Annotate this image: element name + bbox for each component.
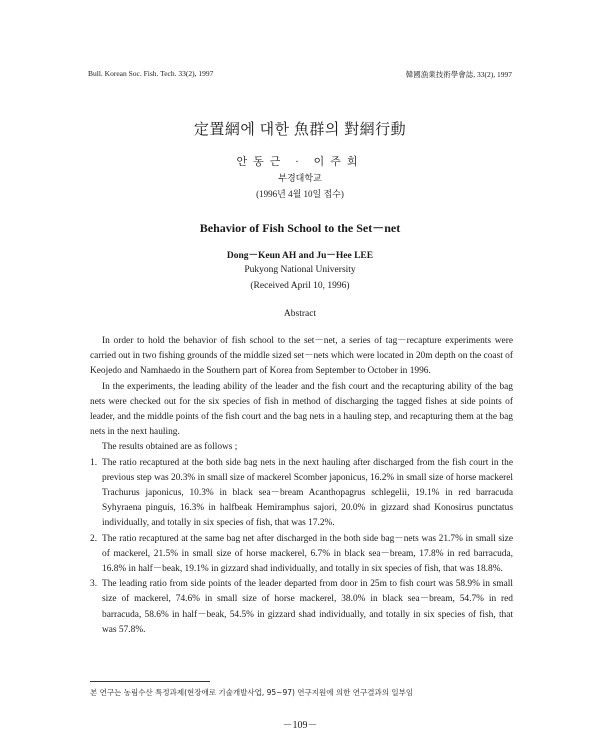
results-list bbox=[90, 456, 513, 638]
result-number: 2. bbox=[90, 533, 98, 544]
korean-title: 定置網에 대한 魚群의 對網行動 bbox=[193, 122, 407, 138]
result-item bbox=[90, 577, 513, 638]
abstract-paragraph: In the experiments, the leading ability of the leader and the fish court and the recapturing ability of the bag nets were checked out for the six species of fish in method of discharging the tagged fishes at side points of leader, and the middle points of the fish court and the bag nets in a hauling step, and recapturing them at the bag nets in the next hauling. bbox=[90, 381, 513, 438]
english-title: Behavior of Fish School to the Set－net bbox=[199, 221, 401, 235]
results-intro: The results obtained are as follows ; bbox=[102, 442, 238, 453]
result-number: 3. bbox=[90, 579, 98, 590]
result-number: 1. bbox=[90, 457, 98, 468]
abstract-body bbox=[90, 334, 513, 638]
english-affiliation: Pukyong National University bbox=[244, 265, 356, 275]
abstract-paragraph: In order to hold the behavior of fish school to the set－net, a series of tag－recapture experiments were carried out in two fishing grounds of the middle sized set－nets which were located in 20m depth on the coast of Keojedo and Namhaedo in the Southern part of Korea from September to October in 1996. bbox=[90, 336, 513, 377]
result-text: The leading ratio from side points of the leader departed from door in 25m to fish court was 58.9% in small size of mackerel, 74.6% in small size of horse mackerel, 38.0% in black sea－bream, 54.7% in red barracuda, 58.6% in half－beak, 54.5% in gizzard shad individually, and totally in six species of fish, that was 57.8%. bbox=[102, 579, 513, 635]
journal-header-left: Bull. Korean Soc. Fish. Tech. 33(2), 1997 bbox=[88, 69, 214, 78]
result-text: The ratio recaptured at the both side bag nets in the next hauling after discharged from the fish court in the previous step was 20.3% in small size of mackerel Scomber japonicus, 16.2% in small size of horse mackerel Trachurus japonicus, 10.3% in black sea－bream Acanthopagrus schlegelii, 19.1% in red barracuda Syhyraena pinguis, 16.3% in halfbeak Hemiramphus sajori, 20.0% in gizzard shad Konosirus punctatus individually, and totally in six species of fish, that was 17.2%. bbox=[102, 457, 513, 529]
result-text: The ratio recaptured at the same bag net after discharged in the both side bag－nets was 21.7% in small size of mackerel, 21.5% in small size of horse mackerel, 6.7% in black sea－bream, 17.8% in red barracuda, 16.8% in half－beak, 19.1% in gizzard shad individually, and totally in six species of fish, that was 18.8%. bbox=[102, 533, 513, 575]
english-received-date: (Received April 10, 1996) bbox=[250, 281, 350, 291]
journal-header-right: 韓國漁業技術學會誌, 33(2), 1997 bbox=[405, 70, 512, 79]
footnote-divider bbox=[90, 681, 210, 682]
result-item bbox=[90, 456, 513, 532]
abstract-heading: Abstract bbox=[283, 309, 317, 319]
korean-authors: 안동근 · 이주희 bbox=[236, 156, 364, 168]
result-item bbox=[90, 532, 513, 578]
funding-footnote: 본 연구는 농림수산 특정과제(현장애로 기술개발사업, 95~97) 연구지원에 의한 연구결과의 일부임 bbox=[90, 688, 414, 697]
korean-affiliation: 부경대학교 bbox=[278, 173, 322, 183]
english-authors: Dong－Keun AH and Ju－Hee LEE bbox=[226, 251, 374, 261]
korean-received-date: (1996년 4월 10일 접수) bbox=[256, 189, 344, 199]
page-number: －109－ bbox=[282, 720, 318, 731]
